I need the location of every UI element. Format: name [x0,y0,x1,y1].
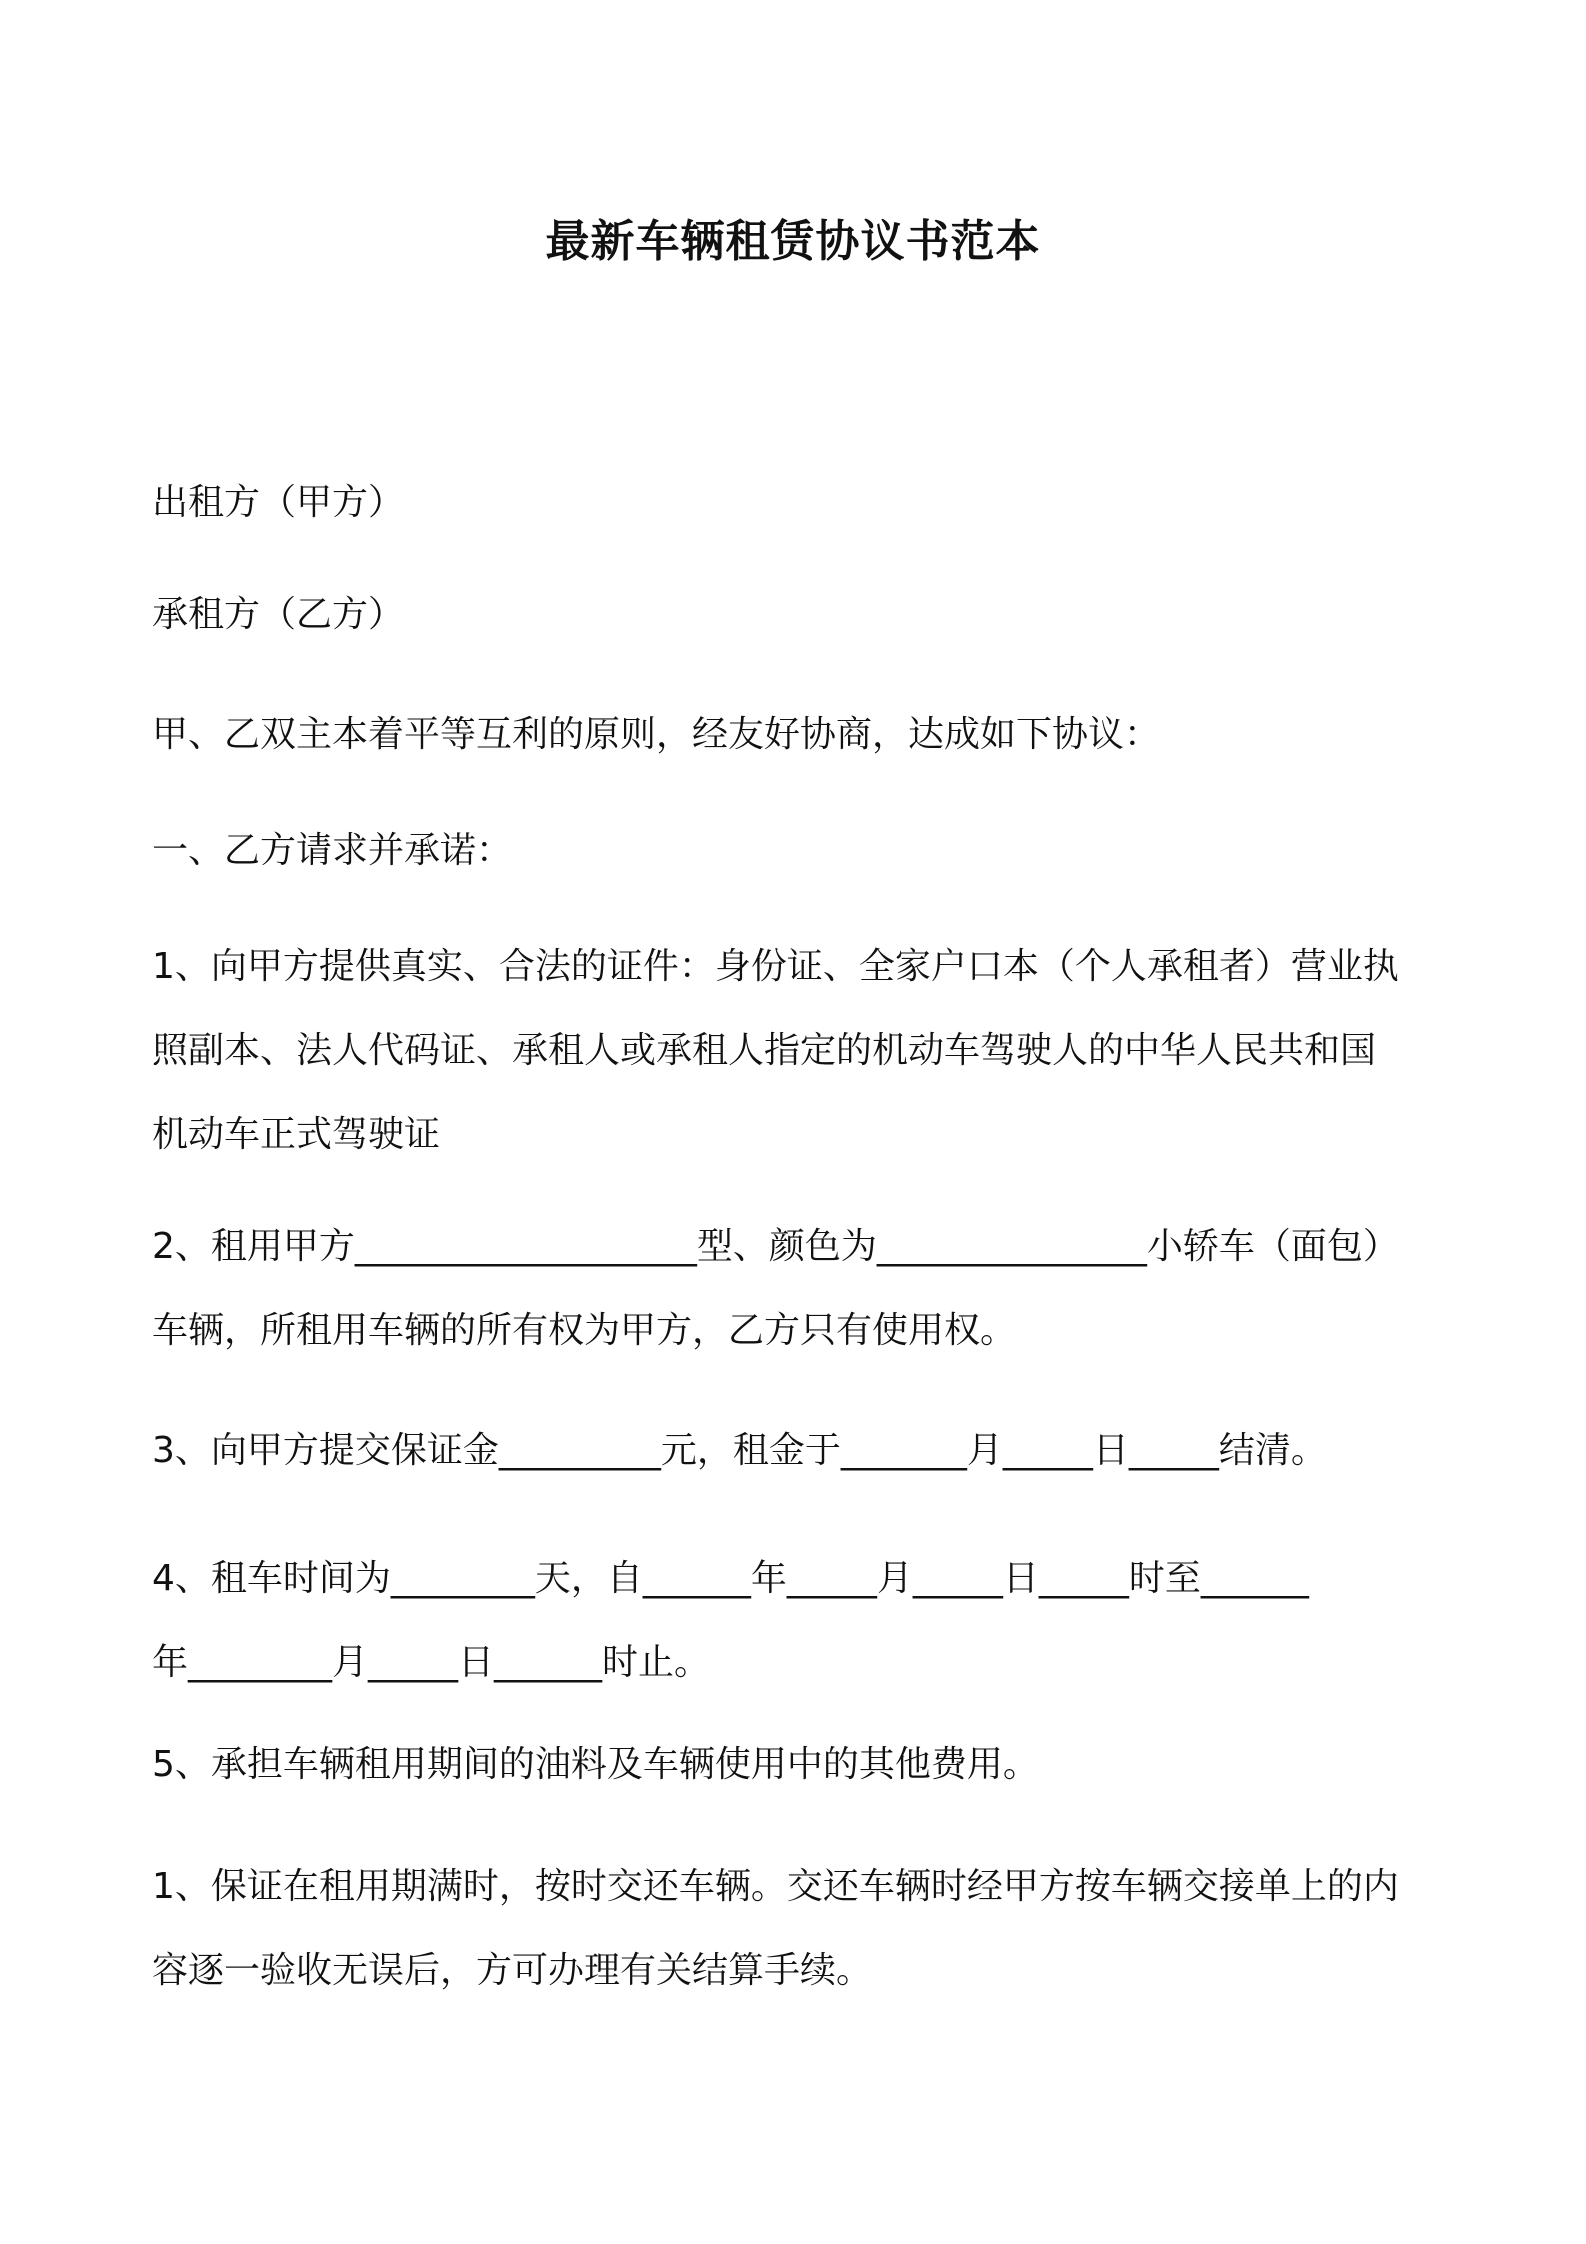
lessor-line: 出租方（甲方） [152,482,405,523]
section-one-heading: 一、乙方请求并承诺： [152,830,513,871]
document-title: 最新车辆租赁协议书范本 [545,216,1041,267]
clause-3-paragraph: 3、向甲方提交保证金_________元，租金于_______月_____日_____结清。 [152,1430,1327,1471]
clause-1-line-1: 1、向甲方提供真实、合法的证件：身份证、全家户口本（个人承租者）营业执 [152,946,1399,987]
clause-6-line-2: 容逐一验收无误后，方可办理有关结算手续。 [152,1950,873,1991]
clause-2-paragraph [152,1205,1452,1373]
clause-6-line-1: 1、保证在租用期满时，按时交还车辆。交还车辆时经甲方按车辆交接单上的内 [152,1866,1399,1907]
clause-4-line-2: 年________月_____日______时止。 [152,1642,711,1683]
clause-4-paragraph [152,1537,1452,1705]
clause-2-line-2: 车辆，所租用车辆的所有权为甲方，乙方只有使用权。 [152,1310,1017,1351]
clause-1-paragraph [152,925,1452,1177]
clause-6-paragraph [152,1845,1452,2013]
clause-2-line-1: 2、租用甲方___________________型、颜色为_______________小轿车（面包） [152,1226,1399,1267]
lessee-line: 承租方（乙方） [152,594,405,635]
preamble-paragraph: 甲、乙双主本着平等互利的原则，经友好协商，达成如下协议： [152,714,1161,755]
clause-4-line-1: 4、租车时间为________天，自______年_____月_____日_____时至______ [152,1558,1309,1599]
clause-1-line-3: 机动车正式驾驶证 [152,1114,441,1155]
clause-1-line-2: 照副本、法人代码证、承租人或承租人指定的机动车驾驶人的中华人民共和国 [152,1030,1377,1071]
clause-5-paragraph: 5、承担车辆租用期间的油料及车辆使用中的其他费用。 [152,1744,1039,1785]
